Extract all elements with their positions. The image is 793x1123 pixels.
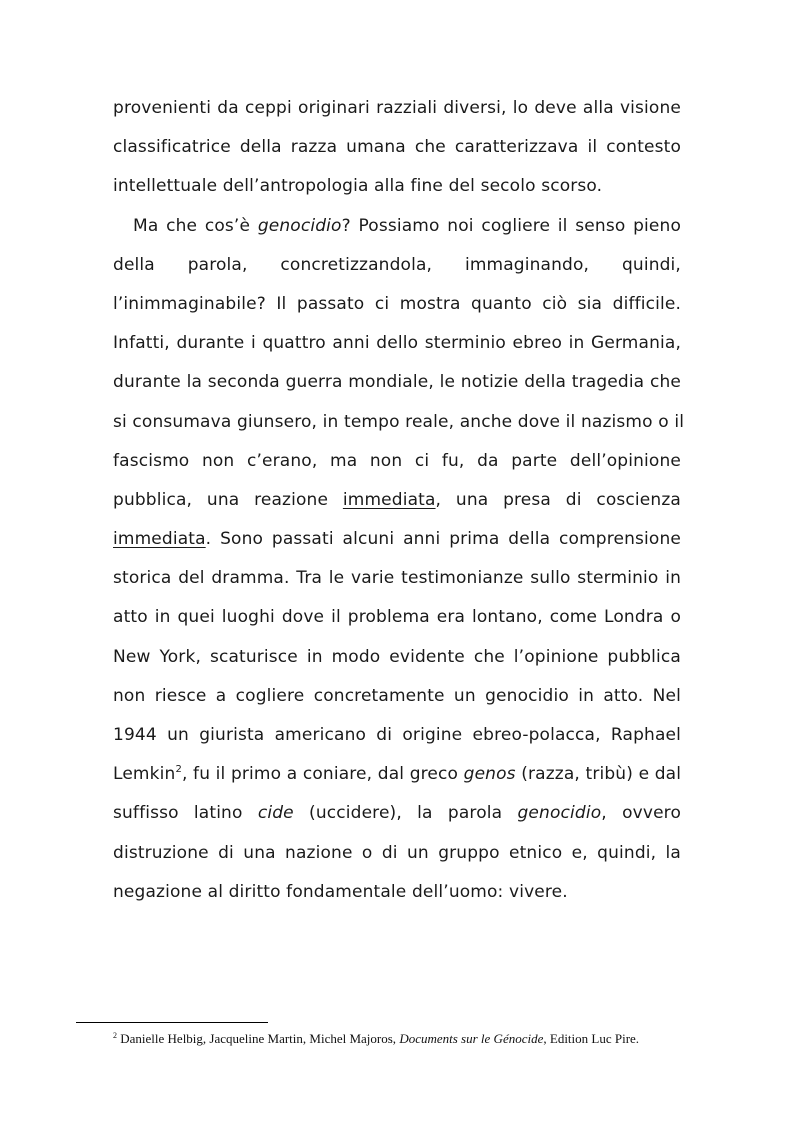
text-line: negazione al diritto fondamentale dell’uomo: vivere. (113, 881, 568, 902)
text-line (113, 794, 681, 833)
text-line: fascismo non c’erano, ma non ci fu, da parte dell’opinione (113, 450, 681, 471)
text-line: si consumava giunsero, in tempo reale, anche dove il nazismo o il (113, 411, 685, 432)
text-line: New York, scaturisce in modo evidente che l’opinione pubblica (113, 646, 681, 667)
text-line (113, 207, 681, 246)
footnote-number: 2 (113, 1031, 117, 1040)
text-line: storica del dramma. Tra le varie testimonianze sullo sterminio in (113, 568, 681, 589)
text-line: intellettuale dell’antropologia alla fine del secolo scorso. (113, 176, 603, 197)
text-line: l’inimmaginabile? Il passato ci mostra quanto ciò sia difficile. (113, 293, 681, 314)
text-segment: pubblica, una reazione (113, 489, 343, 510)
text-line (113, 481, 681, 520)
footnote-title: Documents sur le Génocide (399, 1031, 544, 1046)
italic-term: genocidio (517, 803, 602, 824)
footnote-reference: 2 (175, 764, 182, 776)
text-segment: suffisso latino (113, 803, 258, 824)
text-line: atto in quei luoghi dove il problema era lontano, come Londra o (113, 607, 681, 628)
text-segment: ? Possiamo noi cogliere il senso pieno (341, 215, 682, 236)
underlined-term: immediata (113, 529, 206, 550)
footnote-authors: Danielle Helbig, Jacqueline Martin, Michel Majoros, (120, 1031, 400, 1046)
text-segment: , fu il primo a coniare, dal greco (181, 764, 464, 785)
text-line: 1944 un giurista americano di origine ebreo-polacca, Raphael (113, 725, 681, 745)
footnote-separator (76, 1022, 268, 1023)
underlined-term: immediata (342, 489, 436, 510)
text-line: Infatti, durante i quattro anni dello sterminio ebreo in Germania, (113, 333, 681, 354)
text-line: durante la seconda guerra mondiale, le notizie della tragedia che (113, 372, 681, 393)
text-segment: (razza, tribù) e dal (515, 764, 682, 785)
text-line (113, 755, 681, 794)
text-segment: (uccidere), la parola (293, 803, 518, 824)
footnote (113, 1030, 713, 1048)
italic-term: cide (257, 803, 294, 824)
text-segment: Lemkin (113, 764, 176, 785)
text-segment: Ma che cos’è (133, 215, 258, 236)
footnote-publisher: , Edition Luc Pire. (543, 1031, 640, 1046)
text-line: non riesce a cogliere concretamente un genocidio in atto. Nel (113, 685, 681, 706)
italic-term: genocidio (257, 215, 342, 236)
text-line: distruzione di una nazione o di un gruppo etnico e, quindi, la (113, 842, 681, 863)
text-line: provenienti da ceppi originari razziali diversi, lo deve alla visione (113, 98, 681, 118)
text-segment: , ovvero (601, 803, 681, 824)
italic-term: genos (463, 764, 516, 785)
text-line (113, 520, 681, 559)
text-segment: . Sono passati alcuni anni prima della comprensione (205, 529, 681, 550)
body-text (113, 89, 685, 912)
text-line: classificatrice della razza umana che caratterizzava il contesto (113, 137, 681, 158)
text-line: della parola, concretizzandola, immaginando, quindi, (113, 254, 681, 275)
text-segment: , una presa di coscienza (435, 489, 681, 510)
